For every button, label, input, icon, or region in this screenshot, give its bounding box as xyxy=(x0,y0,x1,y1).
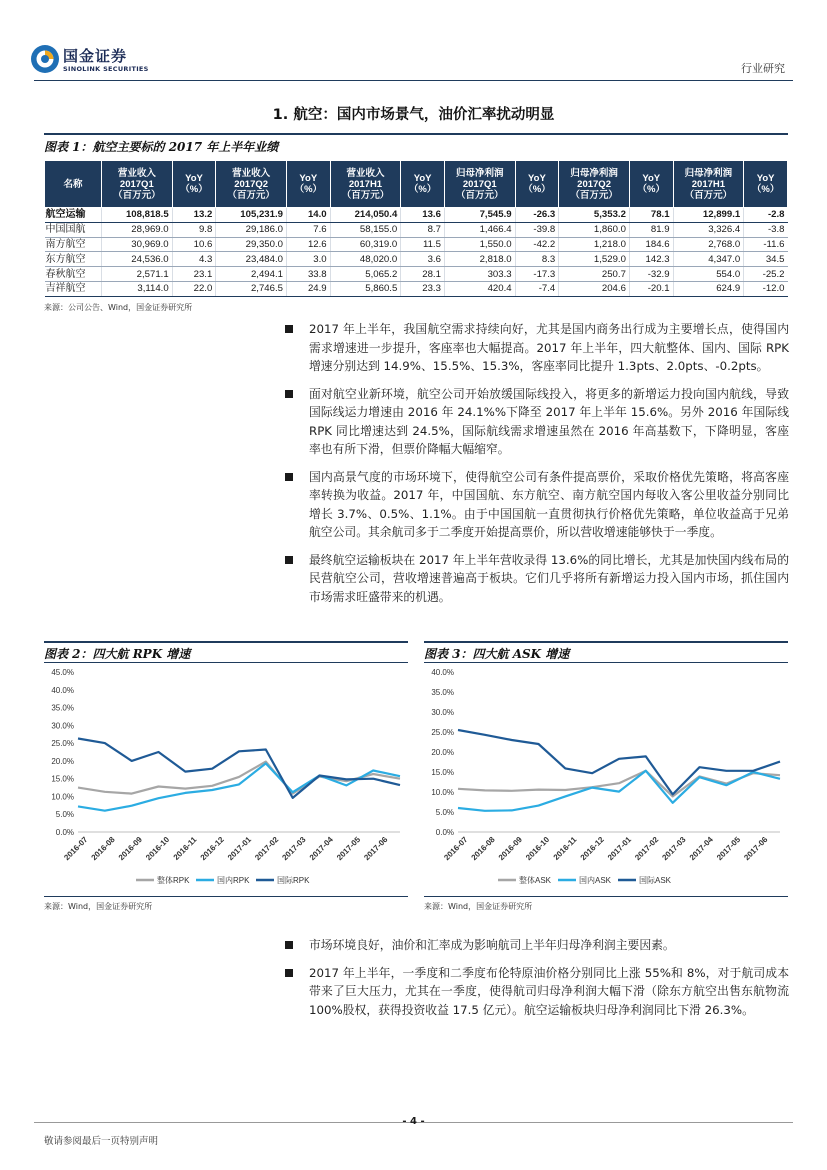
table-header-row xyxy=(45,161,788,208)
header-line: （百万元） xyxy=(227,189,275,201)
chart3-bottom-rule xyxy=(424,896,788,897)
value-cell: -25.2 xyxy=(744,267,788,282)
x-tick-label: 2017-01 xyxy=(225,835,254,863)
table-row-total xyxy=(45,208,788,223)
x-tick-label: 2017-03 xyxy=(660,835,688,863)
sinolink-logo-icon xyxy=(30,44,60,74)
table-row xyxy=(45,267,788,282)
value-cell: 34.5 xyxy=(744,252,788,267)
x-tick-label: 2016-07 xyxy=(62,835,90,863)
value-cell: 4.3 xyxy=(172,252,216,267)
ask-growth-chart xyxy=(424,664,788,896)
report-category: 行业研究 xyxy=(741,62,785,75)
value-cell: 48,020.0 xyxy=(330,252,401,267)
bullet-item: 市场环境良好，油价和汇率成为影响航司上半年归母净利润主要因素。 xyxy=(283,936,789,955)
value-cell: 13.6 xyxy=(401,208,445,223)
table-header-cell xyxy=(401,161,445,208)
value-cell: 2,494.1 xyxy=(216,267,287,282)
header-line: （百万元） xyxy=(341,189,390,201)
value-cell: -39.8 xyxy=(515,222,559,237)
table-header-cell xyxy=(673,161,744,208)
value-cell: 1,550.0 xyxy=(444,237,515,252)
value-cell: 250.7 xyxy=(559,267,630,282)
table-header-cell xyxy=(102,161,173,208)
value-cell: 1,529.0 xyxy=(559,252,630,267)
section-title: 1. 航空：国内市场景气，油价汇率扰动明显 xyxy=(272,107,555,123)
chart3-source: 来源：Wind，国金证券研究所 xyxy=(424,902,533,911)
x-tick-label: 2016-10 xyxy=(524,835,552,863)
value-cell: -17.3 xyxy=(515,267,559,282)
header-line: （%） xyxy=(180,184,208,195)
company-name-cell: 东方航空 xyxy=(45,252,102,267)
x-tick-label: 2016-10 xyxy=(144,835,172,863)
company-name-cell: 吉祥航空 xyxy=(45,281,102,296)
x-tick-label: 2016-08 xyxy=(469,835,497,863)
header-line: YoY xyxy=(299,173,318,184)
value-cell: 3,114.0 xyxy=(102,281,173,296)
header-divider xyxy=(34,80,793,81)
legend-label: 国内RPK xyxy=(217,876,250,885)
series-line-overall xyxy=(78,762,400,794)
bullet-square-icon xyxy=(285,556,293,564)
table-source: 来源：公司公告、Wind，国金证券研究所 xyxy=(44,303,193,312)
x-tick-label: 2016-09 xyxy=(116,835,144,863)
header-line: （百万元） xyxy=(456,189,504,201)
header-line: 营业收入 xyxy=(117,167,156,179)
header-line: 营业收入 xyxy=(232,167,271,179)
value-cell: 8.7 xyxy=(401,222,445,237)
logo-english-name: SINOLINK SECURITIES xyxy=(63,65,149,73)
page-number: - 4 - xyxy=(402,1116,425,1127)
value-cell: 12.6 xyxy=(286,237,330,252)
bullet-square-icon xyxy=(285,473,293,481)
table-row xyxy=(45,281,788,296)
table-row xyxy=(45,237,788,252)
x-tick-label: 2016-07 xyxy=(442,835,470,863)
value-cell: 2,746.5 xyxy=(216,281,287,296)
series-line-international xyxy=(458,730,780,794)
bullet-square-icon xyxy=(285,390,293,398)
logo-chinese-name: 国金证券 xyxy=(63,47,128,65)
value-cell: 3.0 xyxy=(286,252,330,267)
header-line: 2017Q1 xyxy=(462,178,497,190)
value-cell: 5,860.5 xyxy=(330,281,401,296)
header-line: 2017Q2 xyxy=(234,178,269,190)
value-cell: 554.0 xyxy=(673,267,744,282)
value-cell: 105,231.9 xyxy=(216,208,287,223)
value-cell: 420.4 xyxy=(444,281,515,296)
legend-label: 国际ASK xyxy=(639,876,672,885)
header-line: 名称 xyxy=(63,178,83,190)
value-cell: 23.1 xyxy=(172,267,216,282)
table-caption-top-rule xyxy=(44,133,788,135)
bullet-square-icon xyxy=(285,941,293,949)
x-tick-label: 2017-05 xyxy=(715,835,743,863)
value-cell: 29,186.0 xyxy=(216,222,287,237)
legend-label: 国际RPK xyxy=(277,876,310,885)
value-cell: 5,353.2 xyxy=(559,208,630,223)
table-header-cell xyxy=(559,161,630,208)
y-tick-label: 10.0% xyxy=(51,792,74,802)
header-line: 2017Q1 xyxy=(119,178,154,190)
header-line: （%） xyxy=(751,184,780,195)
header-line: 归母净利润 xyxy=(456,167,504,179)
table-header-cell xyxy=(744,161,788,208)
header-line: （百万元） xyxy=(570,189,618,201)
y-tick-label: 35.0% xyxy=(431,688,454,697)
value-cell: 108,818.5 xyxy=(102,208,173,223)
y-tick-label: 0.0% xyxy=(435,828,454,837)
value-cell: -20.1 xyxy=(629,281,673,296)
legend-label: 整体ASK xyxy=(519,876,552,885)
header-line: 归母净利润 xyxy=(570,167,618,179)
x-tick-label: 2016-08 xyxy=(89,835,117,863)
x-tick-label: 2016-12 xyxy=(578,835,606,863)
x-tick-label: 2017-02 xyxy=(633,835,661,863)
x-tick-label: 2017-06 xyxy=(362,835,390,863)
y-tick-label: 30.0% xyxy=(431,708,454,717)
header-line: 归母净利润 xyxy=(684,167,733,179)
value-cell: 30,969.0 xyxy=(102,237,173,252)
disclaimer-note: 敬请参阅最后一页特别声明 xyxy=(44,1136,159,1147)
header-line: 2017H1 xyxy=(691,178,726,190)
bullet-square-icon xyxy=(285,969,293,977)
value-cell: 4,347.0 xyxy=(673,252,744,267)
value-cell: 2,768.0 xyxy=(673,237,744,252)
value-cell: 3,326.4 xyxy=(673,222,744,237)
y-tick-label: 5.0% xyxy=(435,808,454,817)
chart2-caption: 图表 2：四大航 RPK 增速 xyxy=(44,647,191,661)
header-line: 2017H1 xyxy=(348,178,383,190)
value-cell: 12,899.1 xyxy=(673,208,744,223)
value-cell: 13.2 xyxy=(172,208,216,223)
value-cell: 10.6 xyxy=(172,237,216,252)
value-cell: 303.3 xyxy=(444,267,515,282)
value-cell: -11.6 xyxy=(744,237,788,252)
x-tick-label: 2017-01 xyxy=(605,835,634,863)
value-cell: 24.9 xyxy=(286,281,330,296)
value-cell: 78.1 xyxy=(629,208,673,223)
bullet-item: 面对航空业新环境，航空公司开始放缓国际线投入，将更多的新增运力投向国内航线，导致国际线运力增速由 2016 年 24.1%%下降至 2017 年上半年 15.6%。另外 2016 年国际线 RPK 同比增速达到 24.5%，国际航线需求增速虽然在 2016 年高基数下，下降明显，客座率也有所下滑，但票价降幅大幅缩窄。 xyxy=(283,385,789,459)
value-cell: 1,218.0 xyxy=(559,237,630,252)
value-cell: 58,155.0 xyxy=(330,222,401,237)
bullet-list-bottom xyxy=(283,936,789,1028)
company-name-cell: 春秋航空 xyxy=(45,267,102,282)
value-cell: 184.6 xyxy=(629,237,673,252)
series-line-international xyxy=(78,739,400,798)
company-name-cell: 中国国航 xyxy=(45,222,102,237)
y-tick-label: 25.0% xyxy=(51,739,74,749)
rpk-growth-chart xyxy=(44,664,408,896)
header-line: YoY xyxy=(528,173,546,184)
value-cell: 204.6 xyxy=(559,281,630,296)
series-line-domestic xyxy=(78,763,400,810)
bullet-list-top xyxy=(283,320,789,615)
value-cell: 11.5 xyxy=(401,237,445,252)
header-line: YoY xyxy=(413,173,432,184)
value-cell: 22.0 xyxy=(172,281,216,296)
y-tick-label: 45.0% xyxy=(51,668,74,677)
x-tick-label: 2017-05 xyxy=(335,835,363,863)
table-row xyxy=(45,222,788,237)
value-cell: 7,545.9 xyxy=(444,208,515,223)
x-tick-label: 2016-11 xyxy=(551,835,579,862)
bullet-item: 最终航空运输板块在 2017 年上半年营收录得 13.6%的同比增长，尤其是加快国内线布局的民营航空公司，营收增速普遍高于板块。它们几乎将所有新增运力投入国内市场，抓住国内市场需求旺盛带来的机遇。 xyxy=(283,551,789,607)
earnings-table xyxy=(44,160,788,297)
value-cell: -2.8 xyxy=(744,208,788,223)
value-cell: -42.2 xyxy=(515,237,559,252)
value-cell: 214,050.4 xyxy=(330,208,401,223)
table-row xyxy=(45,252,788,267)
chart3-caption-bottom-rule xyxy=(424,662,788,663)
company-name-cell: 航空运输 xyxy=(45,208,102,223)
value-cell: -7.4 xyxy=(515,281,559,296)
table-header-cell xyxy=(216,161,287,208)
chart2-caption-bottom-rule xyxy=(44,662,408,663)
x-tick-label: 2017-06 xyxy=(742,835,770,863)
y-tick-label: 40.0% xyxy=(431,668,454,677)
header-line: （%） xyxy=(294,184,323,195)
bullet-square-icon xyxy=(285,325,293,333)
header-line: YoY xyxy=(642,173,661,184)
value-cell: 23.3 xyxy=(401,281,445,296)
chart3-caption: 图表 3：四大航 ASK 增速 xyxy=(424,647,570,661)
x-tick-label: 2017-03 xyxy=(280,835,308,863)
header-line: （%） xyxy=(523,184,551,195)
table-caption: 图表 1：航空主要标的 2017 年上半年业绩 xyxy=(44,140,279,154)
value-cell: 28.1 xyxy=(401,267,445,282)
chart2-caption-top-rule xyxy=(44,641,408,643)
y-tick-label: 35.0% xyxy=(51,703,74,713)
value-cell: 23,484.0 xyxy=(216,252,287,267)
header-line: （百万元） xyxy=(684,189,733,201)
value-cell: 7.6 xyxy=(286,222,330,237)
value-cell: 9.8 xyxy=(172,222,216,237)
bullet-item: 2017 年上半年，一季度和二季度布伦特原油价格分别同比上涨 55%和 8%，对于航司成本带来了巨大压力，尤其在一季度，使得航司归母净利润大幅下滑（除东方航空出售东航物流 100%股权，获得投资收益 17.5 亿元）。航空运输板块归母净利润同比下滑 26.3%。 xyxy=(283,964,789,1020)
chart3-caption-top-rule xyxy=(424,641,788,643)
x-tick-label: 2017-02 xyxy=(253,835,281,863)
bullet-item: 国内高景气度的市场环境下，使得航空公司有条件提高票价，采取价格优先策略，将高客座率转换为收益。2017 年，中国国航、东方航空、南方航空国内每收入客公里收益分别同比增长 3.7%、0.5%、1.1%。由于中国国航一直贯彻执行价格优先策略，单位收益高于兄弟航空公司。其余航司多于二季度开始提高票价，所以营收增速能够快于一季度。 xyxy=(283,468,789,542)
x-tick-label: 2016-09 xyxy=(496,835,524,863)
header-line: 2017Q2 xyxy=(577,178,611,190)
header-line: YoY xyxy=(756,173,775,184)
header-line: （%） xyxy=(408,184,437,195)
value-cell: 1,466.4 xyxy=(444,222,515,237)
value-cell: 33.8 xyxy=(286,267,330,282)
value-cell: 3.6 xyxy=(401,252,445,267)
x-tick-label: 2017-04 xyxy=(307,835,335,863)
y-tick-label: 10.0% xyxy=(431,788,454,797)
value-cell: -12.0 xyxy=(744,281,788,296)
chart2-bottom-rule xyxy=(44,896,408,897)
value-cell: 142.3 xyxy=(629,252,673,267)
value-cell: -32.9 xyxy=(629,267,673,282)
value-cell: 8.3 xyxy=(515,252,559,267)
table-header-cell xyxy=(515,161,559,208)
table-header-cell xyxy=(629,161,673,208)
value-cell: 81.9 xyxy=(629,222,673,237)
value-cell: 24,536.0 xyxy=(102,252,173,267)
table-header-name xyxy=(45,161,102,208)
company-name-cell: 南方航空 xyxy=(45,237,102,252)
y-tick-label: 30.0% xyxy=(51,721,74,731)
x-tick-label: 2016-12 xyxy=(198,835,226,863)
value-cell: 624.9 xyxy=(673,281,744,296)
y-tick-label: 5.0% xyxy=(55,810,74,820)
header-line: 营业收入 xyxy=(346,167,385,179)
value-cell: 14.0 xyxy=(286,208,330,223)
value-cell: 28,969.0 xyxy=(102,222,173,237)
value-cell: 2,818.0 xyxy=(444,252,515,267)
chart2-source: 来源：Wind，国金证券研究所 xyxy=(44,902,153,911)
y-tick-label: 25.0% xyxy=(431,728,454,737)
bullet-item: 2017 年上半年，我国航空需求持续向好，尤其是国内商务出行成为主要增长点，使得国内需求增速进一步提升，客座率也大幅提高。2017 年上半年，四大航整体、国内、国际 RPK 增速分别达到 14.9%、15.5%、15.3%，客座率同比提升 1.3pts、2.0pts、-0.2pts。 xyxy=(283,320,789,376)
y-tick-label: 0.0% xyxy=(55,828,74,837)
header-line: （百万元） xyxy=(113,189,161,201)
y-tick-label: 20.0% xyxy=(51,756,74,766)
x-tick-label: 2016-11 xyxy=(171,835,199,862)
y-tick-label: 15.0% xyxy=(431,768,454,777)
value-cell: 1,860.0 xyxy=(559,222,630,237)
y-tick-label: 15.0% xyxy=(51,774,74,784)
value-cell: 29,350.0 xyxy=(216,237,287,252)
y-tick-label: 40.0% xyxy=(51,685,74,695)
value-cell: -26.3 xyxy=(515,208,559,223)
table-header-cell xyxy=(172,161,216,208)
legend-label: 国内ASK xyxy=(579,876,612,885)
value-cell: 5,065.2 xyxy=(330,267,401,282)
table-header-cell xyxy=(330,161,401,208)
value-cell: -3.8 xyxy=(744,222,788,237)
table-header-cell xyxy=(286,161,330,208)
table-header-cell xyxy=(444,161,515,208)
legend-label: 整体RPK xyxy=(157,876,190,885)
header-line: YoY xyxy=(185,173,203,184)
value-cell: 2,571.1 xyxy=(102,267,173,282)
value-cell: 60,319.0 xyxy=(330,237,401,252)
x-tick-label: 2017-04 xyxy=(687,835,715,863)
y-tick-label: 20.0% xyxy=(431,748,454,757)
header-line: （%） xyxy=(637,184,665,195)
